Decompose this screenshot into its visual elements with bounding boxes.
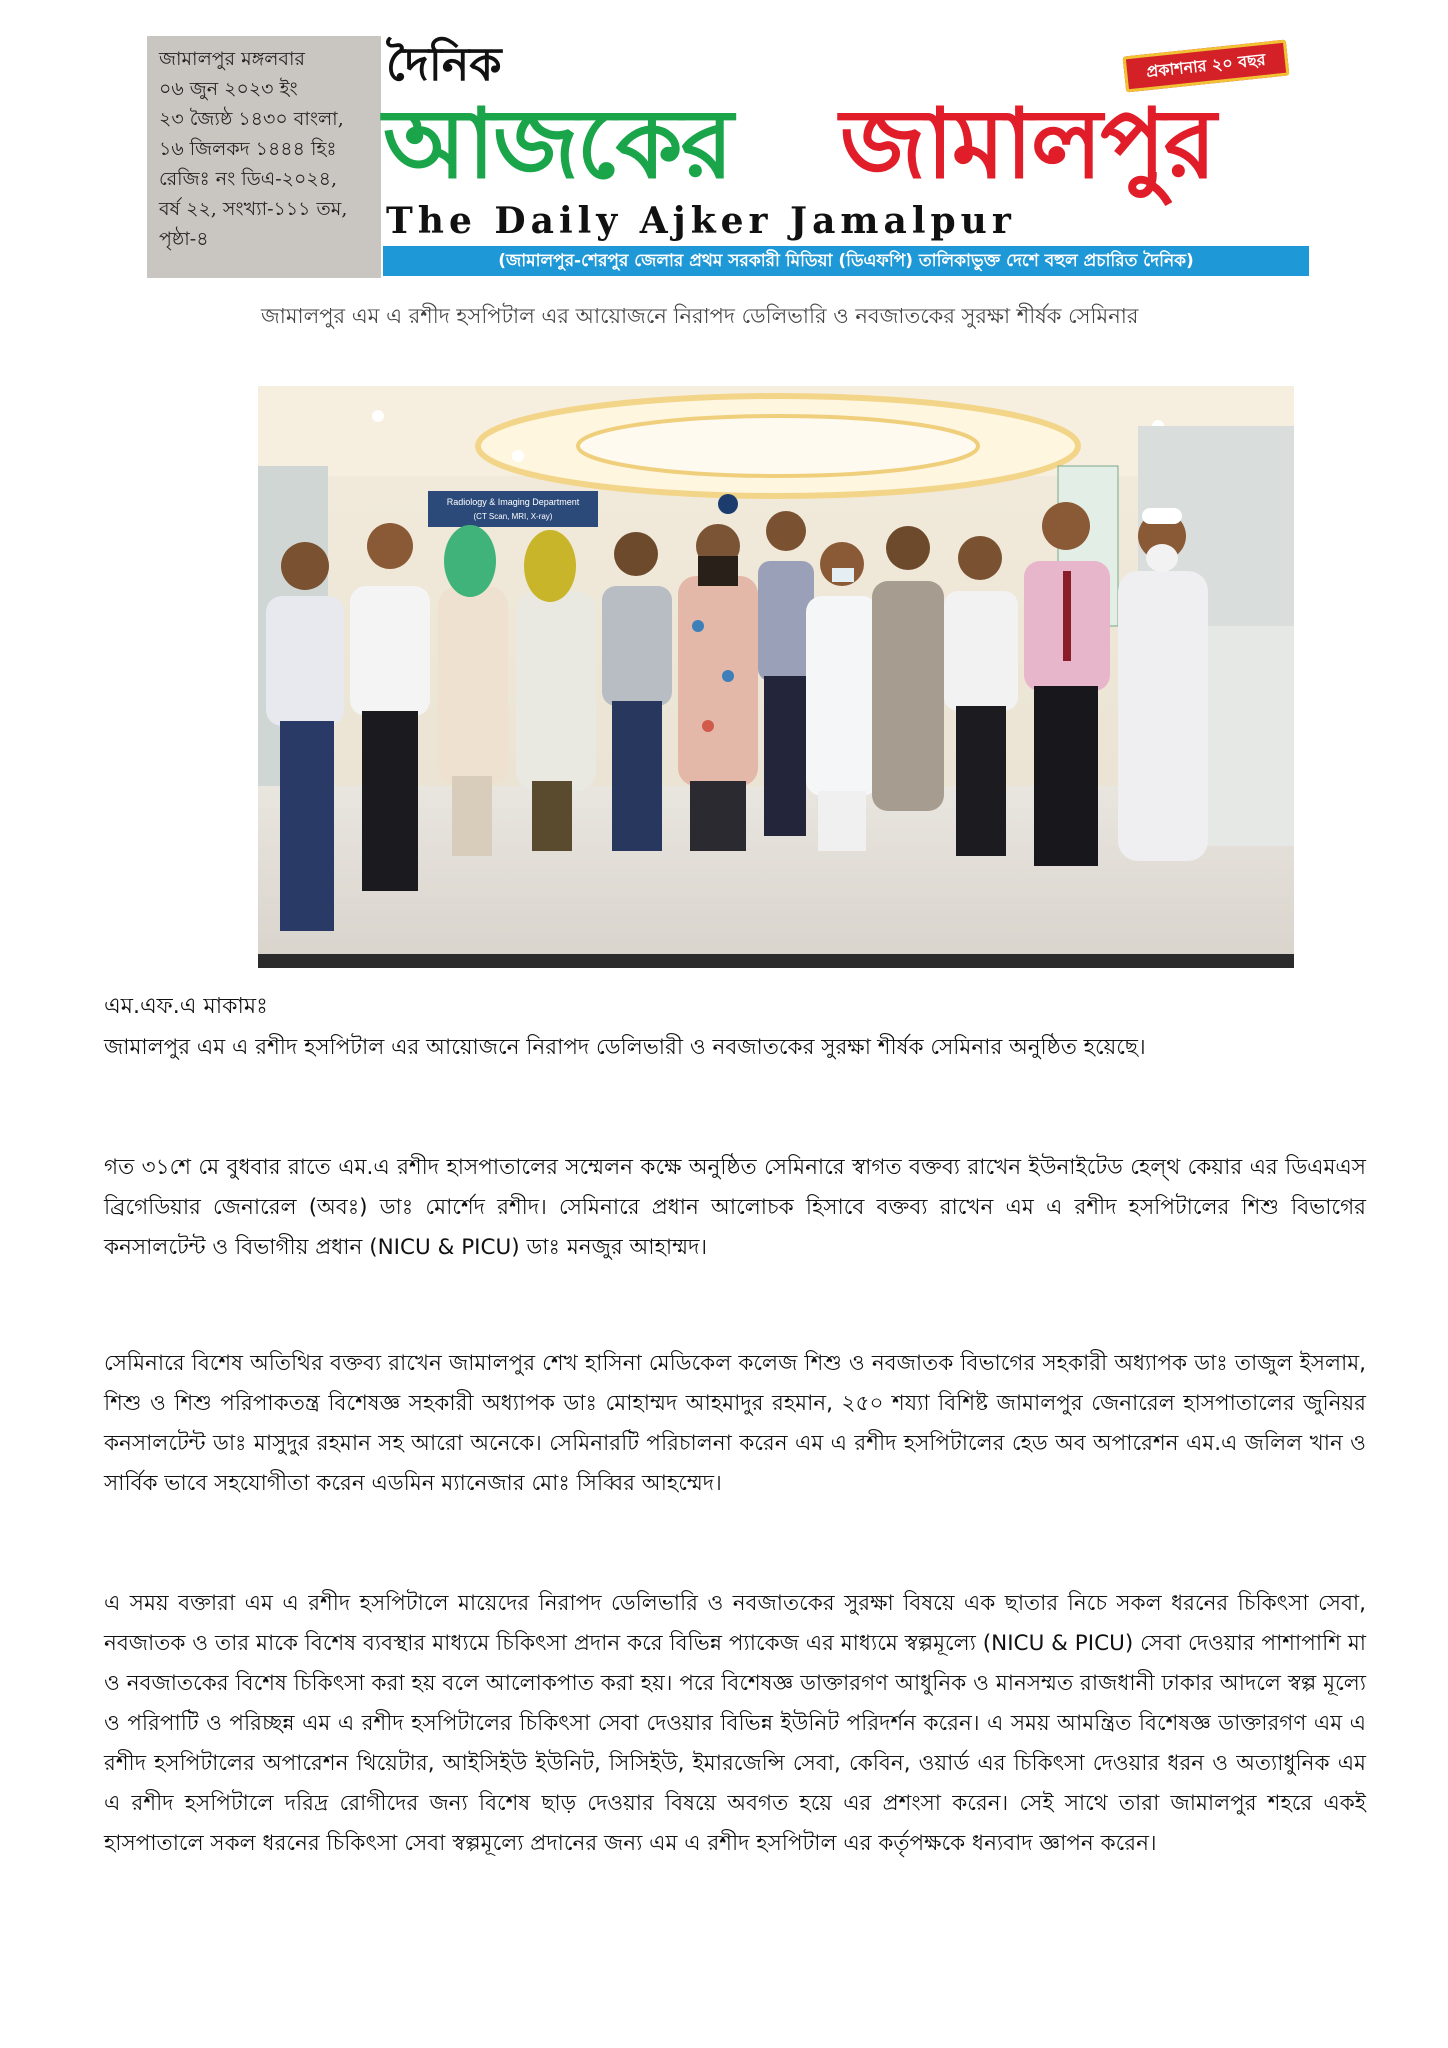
group-photo-illustration bbox=[258, 386, 1294, 968]
masthead-english-title: The Daily Ajker Jamalpur bbox=[386, 200, 1016, 242]
masthead-title-red: জামালপুর bbox=[840, 88, 1215, 200]
dateline-line: বর্ষ ২২, সংখ্যা-১১১ তম, bbox=[159, 198, 348, 220]
dateline-box bbox=[147, 36, 381, 278]
anniversary-badge bbox=[1118, 40, 1294, 92]
masthead-title-green: আজকের bbox=[383, 88, 732, 200]
group-photo bbox=[258, 386, 1294, 968]
dateline-line: রেজিঃ নং ডিএ-২০২৪, bbox=[159, 168, 338, 190]
photo-sign-line1: Radiology & Imaging Department bbox=[446, 497, 580, 507]
dateline-line: জামালপুর মঙ্গলবার bbox=[159, 48, 305, 70]
masthead-tagline: (জামালপুর-শেরপুর জেলার প্রথম সরকারী মিডিয়া (ডিএফপি) তালিকাভুক্ত দেশে বহুল প্রচারিত দৈনিক) bbox=[383, 246, 1309, 276]
photo-sign-line2: (CT Scan, MRI, X-ray) bbox=[473, 512, 553, 521]
article-paragraph: গত ৩১শে মে বুধবার রাতে এম.এ রশীদ হাসপাতালের সম্মেলন কক্ষে অনুষ্ঠিত সেমিনারে স্বাগত বক্তব্য রাখেন ইউনাইটেড হেল্থ কেয়ার এর ডিএমএস ব্রিগেডিয়ার জেনারেল (অবঃ) ডাঃ মোর্শেদ রশীদ। সেমিনারে প্রধান আলোচক হিসাবে বক্তব্য রাখেন এম এ রশীদ হসপিটালের শিশু বিভাগের কনসালটেন্ট ও বিভাগীয় প্রধান (NICU & PICU) ডাঃ মনজুর আহাম্মদ। bbox=[104, 1155, 1366, 1260]
article-headline: জামালপুর এম এ রশীদ হসপিটাল এর আয়োজনে নিরাপদ ডেলিভারি ও নবজাতকের সুরক্ষা শীর্ষক সেমিনার bbox=[261, 304, 1139, 328]
article-paragraph: সেমিনারে বিশেষ অতিথির বক্তব্য রাখেন জামালপুর শেখ হাসিনা মেডিকেল কলেজ শিশু ও নবজাতক বিভাগের সহকারী অধ্যাপক ডাঃ তাজুল ইসলাম, শিশু ও শিশু পরিপাকতন্ত্র বিশেষজ্ঞ সহকারী অধ্যাপক ডাঃ মোহাম্মদ আহমাদুর রহমান, ২৫০ শয্যা বিশিষ্ট জামালপুর জেনারেল হাসপাতালের জুনিয়র কনসালটেন্ট ডাঃ মাসুদুর রহমান সহ আরো অনেকে। সেমিনারটি পরিচালনা করেন এম এ রশীদ হসপিটালের হেড অব অপারেশন এম.এ জলিল খান ও সার্বিক ভাবে সহযোগীতা করেন এডমিন ম্যানেজার মোঃ সিব্বির আহম্মেদ। bbox=[104, 1351, 1366, 1496]
dateline-line: ০৬ জুন ২০২৩ ইং bbox=[159, 78, 298, 100]
anniversary-text: প্রকাশনার ২০ বছর bbox=[1145, 49, 1267, 82]
dateline-line: ২৩ জ্যৈষ্ঠ ১৪৩০ বাংলা, bbox=[159, 108, 344, 130]
dateline-line: ১৬ জিলকদ ১৪৪৪ হিঃ bbox=[159, 138, 337, 160]
masthead-dainik: দৈনিক bbox=[386, 37, 502, 91]
article-paragraph: এ সময় বক্তারা এম এ রশীদ হসপিটালে মায়েদের নিরাপদ ডেলিভারি ও নবজাতকের সুরক্ষা বিষয়ে এক ছাতার নিচে সকল ধরনের চিকিৎসা সেবা, নবজাতক ও তার মাকে বিশেষ ব্যবস্থার মাধ্যমে চিকিৎসা প্রদান করে বিভিন্ন প্যাকেজ এর মাধ্যমে স্বল্পমূল্যে (NICU & PICU) সেবা দেওয়ার পাশাপাশি মা ও নবজাতকের বিশেষ চিকিৎসা করা হয় বলে আলোকপাত করা হয়। পরে বিশেষজ্ঞ ডাক্তারগণ আধুনিক ও মানসম্মত রাজধানী ঢাকার আদলে স্বল্প মূল্যে ও পরিপাটি ও পরিচ্ছন্ন এম এ রশীদ হসপিটালের চিকিৎসা সেবা দেওয়ার বিভিন্ন ইউনিট পরিদর্শন করেন। এ সময় আমন্ত্রিত বিশেষজ্ঞ ডাক্তারগণ এম এ রশীদ হসপিটালের অপারেশন থিয়েটার, আইসিইউ ইউনিট, সিসিইউ, ইমারজেন্সি সেবা, কেবিন, ওয়ার্ড এর চিকিৎসা দেওয়ার ধরন ও অত্যাধুনিক এম এ রশীদ হসপিটালে দরিদ্র রোগীদের জন্য বিশেষ ছাড় দেওয়ার বিষয়ে অবগত হয়ে এর প্রশংসা করেন। সেই সাথে তারা জামালপুর শহরে একই হাসপাতালে সকল ধরনের চিকিৎসা সেবা স্বল্পমূল্যে প্রদানের জন্য এম এ রশীদ হসপিটাল এর কর্তৃপক্ষকে ধন্যবাদ জ্ঞাপন করেন। bbox=[104, 1591, 1366, 1856]
article-byline: এম.এফ.এ মাকামঃ bbox=[104, 994, 268, 1019]
article-paragraph: জামালপুর এম এ রশীদ হসপিটাল এর আয়োজনে নিরাপদ ডেলিভারী ও নবজাতকের সুরক্ষা শীর্ষক সেমিনার অনুষ্ঠিত হয়েছে। bbox=[104, 1035, 1146, 1060]
dateline-line: পৃষ্ঠা-৪ bbox=[159, 228, 209, 250]
